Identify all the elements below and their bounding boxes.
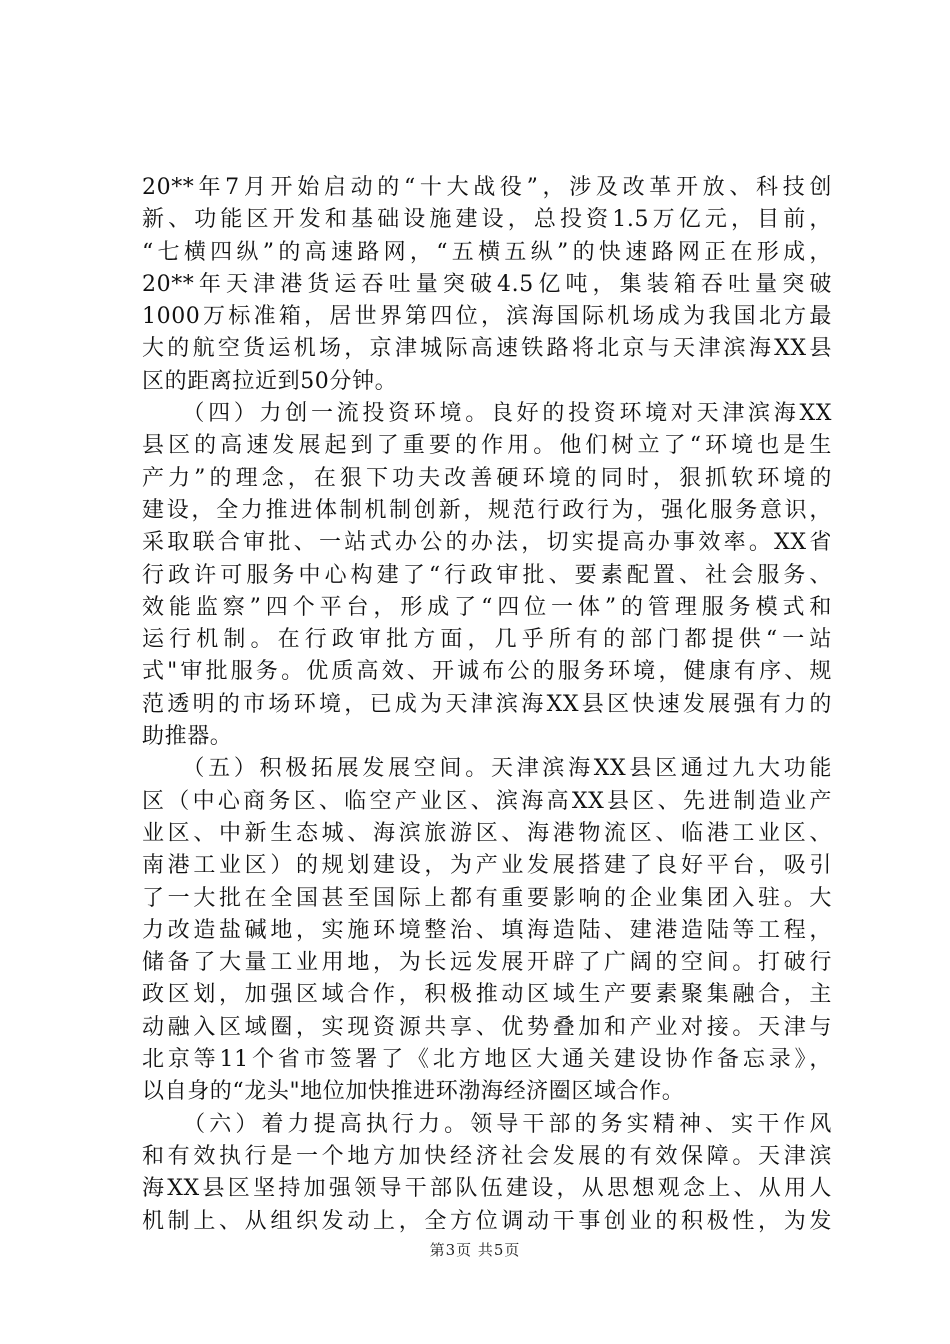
text-line: 机制上、从组织发动上，全方位调动干事创业的积极性，为发 [142,1208,832,1234]
document-body [142,172,832,1238]
text-line: “七横四纵”的高速路网，“五横五纵”的快速路网正在形成， [142,239,832,265]
text-line: 区（中心商务区、临空产业区、滨海高XX县区、先进制造业产 [142,788,832,814]
text-line: 建设，全力推进体制机制创新，规范行政行为，强化服务意识， [142,497,832,523]
text-line: 范透明的市场环境，已成为天津滨海XX县区快速发展强有力的 [142,691,832,717]
text-line: （五）积极拓展发展空间。天津滨海XX县区通过九大功能 [142,756,832,782]
text-line: 了一大批在全国甚至国际上都有重要影响的企业集团入驻。大 [142,885,832,911]
text-line: 和有效执行是一个地方加快经济社会发展的有效保障。天津滨 [142,1143,832,1169]
text-line: 南港工业区）的规划建设，为产业发展搭建了良好平台，吸引 [142,853,832,879]
page-number-footer: 第3页 共5页 [429,1241,521,1259]
text-line: 政区划，加强区域合作，积极推动区域生产要素聚集融合，主 [142,982,832,1008]
text-line: 北京等11个省市签署了《北方地区大通关建设协作备忘录》， [142,1047,832,1073]
text-line: 大的航空货运机场，京津城际高速铁路将北京与天津滨海XX县 [142,336,832,362]
text-line: 助推器。 [142,724,233,750]
text-line: 20**年7月开始启动的“十大战役”，涉及改革开放、科技创 [142,175,832,200]
text-line: 业区、中新生态城、海滨旅游区、海港物流区、临港工业区、 [142,820,832,846]
text-line: 行政许可服务中心构建了“行政审批、要素配置、社会服务、 [142,562,832,588]
text-line: 海XX县区坚持加强领导干部队伍建设，从思想观念上、从用人 [142,1176,832,1202]
text-line: 1000万标准箱，居世界第四位，滨海国际机场成为我国北方最 [142,304,832,330]
text-line: （四）力创一流投资环境。良好的投资环境对天津滨海XX [142,401,832,427]
text-line: 储备了大量工业用地，为长远发展开辟了广阔的空间。打破行 [142,950,832,976]
text-line: 力改造盐碱地，实施环境整治、填海造陆、建港造陆等工程， [142,917,832,943]
text-line: 以自身的“龙头"地位加快推进环渤海经济圈区域合作。 [142,1079,685,1105]
text-line: 县区的高速发展起到了重要的作用。他们树立了“环境也是生 [142,433,832,459]
text-line: 产力”的理念，在狠下功夫改善硬环境的同时，狠抓软环境的 [142,465,832,491]
text-line: （六）着力提高执行力。领导干部的务实精神、实干作风 [142,1111,832,1137]
text-line: 动融入区域圈，实现资源共享、优势叠加和产业对接。天津与 [142,1014,832,1040]
text-line: 新、功能区开发和基础设施建设，总投资1.5万亿元，目前， [142,207,832,233]
text-line: 式"审批服务。优质高效、开诚布公的服务环境，健康有序、规 [142,659,832,685]
text-line: 采取联合审批、一站式办公的办法，切实提高办事效率。XX省 [142,530,832,556]
text-line: 效能监察”四个平台，形成了“四位一体”的管理服务模式和 [142,594,832,620]
text-line: 运行机制。在行政审批方面，几乎所有的部门都提供“一站 [142,627,832,653]
text-line: 20**年天津港货运吞吐量突破4.5亿吨，集装箱吞吐量突破 [142,271,832,297]
text-line: 区的距离拉近到50分钟。 [142,368,398,394]
